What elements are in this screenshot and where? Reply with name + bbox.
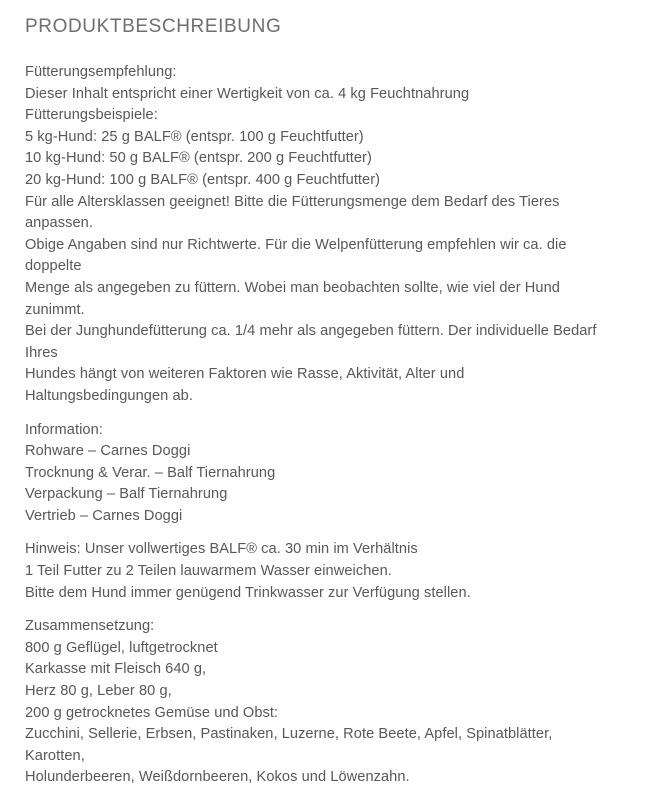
hint-paragraph (25, 539, 603, 604)
feeding-line: Für alle Altersklassen geeignet! Bitte die Fütterungsmenge dem Bedarf des Tieres anpassen. (25, 193, 560, 232)
feeding-line: Bei der Junghundefütterung ca. 1/4 mehr als angegeben füttern. Der individuelle Bedarf Ihres (25, 323, 597, 361)
composition-line: Holunderbeeren, Weißdornbeeren, Kokos und Löwenzahn. (25, 769, 410, 786)
feeding-line: Fütterungsbeispiele: (25, 107, 158, 124)
composition-line: 200 g getrocknetes Gemüse und Obst: (25, 704, 279, 721)
composition-line: 800 g Geflügel, luftgetrocknet (25, 639, 218, 656)
page-title: PRODUKTBESCHREIBUNG (25, 16, 282, 37)
information-line: Rohware – Carnes Doggi (25, 443, 191, 460)
information-line: Verpackung – Balf Tiernahrung (25, 486, 228, 503)
feeding-line: 10 kg-Hund: 50 g BALF® (entspr. 200 g Feuchtfutter) (25, 150, 372, 167)
feeding-line: Fütterungsempfehlung: (25, 64, 177, 80)
hint-line: 1 Teil Futter zu 2 Teilen lauwarmem Wasser einweichen. (25, 563, 392, 580)
hint-line: Hinweis: Unser vollwertiges BALF® ca. 30 min im Verhältnis (25, 541, 418, 558)
information-line: Vertrieb – Carnes Doggi (25, 507, 183, 524)
information-title: Information: (25, 421, 103, 438)
composition-paragraph (25, 616, 603, 789)
feeding-line: 5 kg-Hund: 25 g BALF® (entspr. 100 g Feuchtfutter) (25, 128, 364, 145)
feeding-line: 20 kg-Hund: 100 g BALF® (entspr. 400 g Feuchtfutter) (25, 171, 381, 188)
composition-line: Herz 80 g, Leber 80 g, (25, 683, 172, 700)
feeding-line: Obige Angaben sind nur Richtwerte. Für die Welpenfütterung empfehlen wir ca. die doppelte (25, 236, 567, 275)
information-line: Trocknung & Verar. – Balf Tiernahrung (25, 464, 276, 481)
composition-line: Zucchini, Sellerie, Erbsen, Pastinaken, Luzerne, Rote Beete, Apfel, Spinatblätter, Karotten, (25, 726, 553, 764)
composition-title: Zusammensetzung: (25, 618, 155, 635)
information-paragraph (25, 420, 603, 528)
feeding-recommendation-paragraph (25, 62, 603, 408)
composition-line: Karkasse mit Fleisch 640 g, (25, 661, 207, 678)
hint-line: Bitte dem Hund immer genügend Trinkwasser zur Verfügung stellen. (25, 584, 471, 601)
feeding-line: Dieser Inhalt entspricht einer Wertigkeit von ca. 4 kg Feuchtnahrung (25, 85, 470, 102)
feeding-line: Hundes hängt von weiteren Faktoren wie Rasse, Aktivität, Alter und Haltungsbedingungen ab. (25, 366, 465, 404)
feeding-line: Menge als angegeben zu füttern. Wobei man beobachten sollte, wie viel der Hund zunimmt. (25, 279, 560, 318)
